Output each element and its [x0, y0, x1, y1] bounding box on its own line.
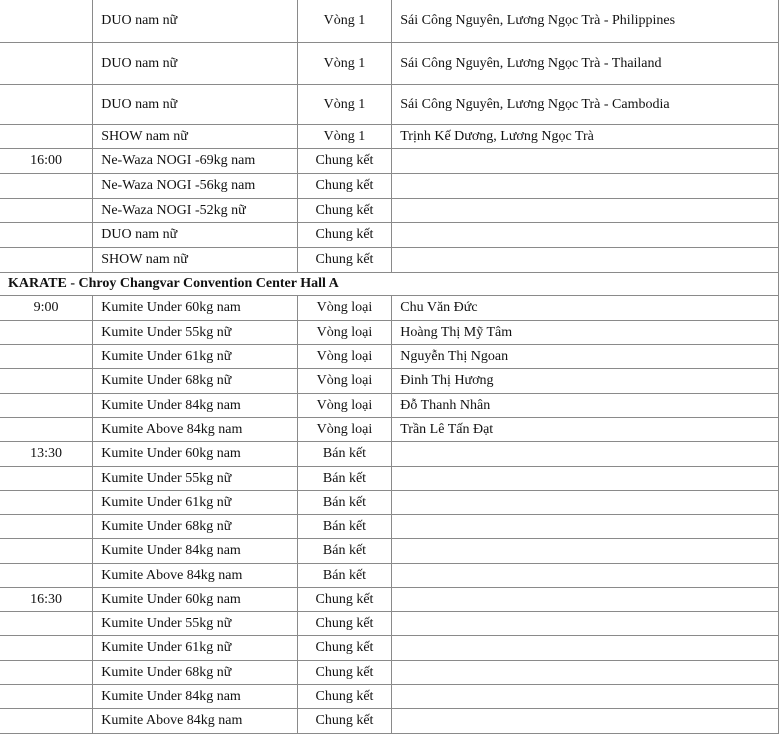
time-cell — [0, 43, 93, 85]
round-cell: Chung kết — [297, 174, 392, 199]
athletes-cell — [392, 539, 779, 564]
table-row — [0, 223, 779, 248]
event-cell: Kumite Under 68kg nữ — [93, 369, 297, 394]
athletes-cell — [392, 467, 779, 491]
event-cell: Kumite Under 55kg nữ — [93, 467, 297, 491]
athletes-cell: Sái Công Nguyên, Lương Ngọc Trà - Cambodia — [392, 85, 779, 125]
event-cell: Kumite Under 68kg nữ — [93, 661, 297, 685]
table-row — [0, 43, 779, 85]
time-cell: 16:30 — [0, 588, 93, 612]
round-cell: Bán kết — [297, 442, 392, 467]
time-cell — [0, 661, 93, 685]
event-cell: Kumite Under 60kg nam — [93, 442, 297, 467]
round-cell: Vòng 1 — [297, 43, 392, 85]
table-row — [0, 0, 779, 43]
athletes-cell: Trần Lê Tấn Đạt — [392, 418, 779, 442]
athletes-cell — [392, 199, 779, 223]
athletes-cell: Đinh Thị Hương — [392, 369, 779, 394]
time-cell — [0, 491, 93, 515]
athletes-cell — [392, 248, 779, 273]
event-cell: Kumite Above 84kg nam — [93, 709, 297, 734]
event-cell: Kumite Under 68kg nữ — [93, 515, 297, 539]
round-cell: Chung kết — [297, 636, 392, 661]
table-row — [0, 149, 779, 174]
event-cell: DUO nam nữ — [93, 223, 297, 248]
round-cell: Vòng loại — [297, 394, 392, 418]
event-cell: DUO nam nữ — [93, 85, 297, 125]
table-row — [0, 685, 779, 709]
round-cell: Vòng 1 — [297, 0, 392, 43]
table-row — [0, 564, 779, 588]
athletes-cell — [392, 612, 779, 636]
athletes-cell — [392, 709, 779, 734]
round-cell: Chung kết — [297, 199, 392, 223]
table-row — [0, 85, 779, 125]
section-header-row — [0, 273, 779, 296]
athletes-cell: Đỗ Thanh Nhân — [392, 394, 779, 418]
event-cell: Kumite Under 61kg nữ — [93, 636, 297, 661]
round-cell: Chung kết — [297, 149, 392, 174]
table-row — [0, 467, 779, 491]
event-cell: Kumite Under 60kg nam — [93, 588, 297, 612]
table-row — [0, 491, 779, 515]
athletes-cell — [392, 491, 779, 515]
athletes-cell — [392, 223, 779, 248]
table-row — [0, 296, 779, 321]
event-cell: Kumite Above 84kg nam — [93, 418, 297, 442]
section-title: KARATE - Chroy Changvar Convention Center Hall A — [0, 273, 779, 296]
time-cell — [0, 564, 93, 588]
athletes-cell: Chu Văn Đức — [392, 296, 779, 321]
round-cell: Vòng loại — [297, 345, 392, 369]
time-cell: 16:00 — [0, 149, 93, 174]
time-cell — [0, 248, 93, 273]
round-cell: Bán kết — [297, 515, 392, 539]
round-cell: Chung kết — [297, 612, 392, 636]
event-cell: Kumite Under 61kg nữ — [93, 345, 297, 369]
table-row — [0, 539, 779, 564]
event-cell: Kumite Under 55kg nữ — [93, 321, 297, 345]
table-row — [0, 125, 779, 149]
time-cell — [0, 223, 93, 248]
round-cell: Bán kết — [297, 564, 392, 588]
round-cell: Chung kết — [297, 588, 392, 612]
event-cell: Kumite Under 84kg nam — [93, 539, 297, 564]
athletes-cell — [392, 685, 779, 709]
time-cell — [0, 515, 93, 539]
event-cell: SHOW nam nữ — [93, 125, 297, 149]
time-cell — [0, 199, 93, 223]
event-cell: Kumite Under 84kg nam — [93, 394, 297, 418]
table-row — [0, 442, 779, 467]
event-cell: Kumite Under 84kg nam — [93, 685, 297, 709]
round-cell: Bán kết — [297, 539, 392, 564]
table-row — [0, 636, 779, 661]
table-row — [0, 345, 779, 369]
table-row — [0, 321, 779, 345]
athletes-cell — [392, 564, 779, 588]
round-cell: Chung kết — [297, 661, 392, 685]
round-cell: Bán kết — [297, 467, 392, 491]
athletes-cell — [392, 149, 779, 174]
event-cell: Kumite Under 61kg nữ — [93, 491, 297, 515]
time-cell — [0, 125, 93, 149]
event-cell: DUO nam nữ — [93, 0, 297, 43]
table-row — [0, 661, 779, 685]
event-cell: Kumite Under 55kg nữ — [93, 612, 297, 636]
round-cell: Chung kết — [297, 709, 392, 734]
event-cell: Ne-Waza NOGI -52kg nữ — [93, 199, 297, 223]
table-row — [0, 394, 779, 418]
time-cell — [0, 539, 93, 564]
time-cell: 13:30 — [0, 442, 93, 467]
time-cell — [0, 709, 93, 734]
round-cell: Vòng 1 — [297, 85, 392, 125]
round-cell: Vòng loại — [297, 321, 392, 345]
time-cell — [0, 321, 93, 345]
time-cell — [0, 174, 93, 199]
time-cell: 9:00 — [0, 296, 93, 321]
athletes-cell — [392, 442, 779, 467]
event-cell: DUO nam nữ — [93, 43, 297, 85]
athletes-cell — [392, 515, 779, 539]
round-cell: Vòng loại — [297, 296, 392, 321]
time-cell — [0, 612, 93, 636]
round-cell: Vòng 1 — [297, 125, 392, 149]
round-cell: Chung kết — [297, 685, 392, 709]
table-row — [0, 199, 779, 223]
athletes-cell — [392, 588, 779, 612]
event-cell: Ne-Waza NOGI -69kg nam — [93, 149, 297, 174]
time-cell — [0, 636, 93, 661]
event-cell: Kumite Above 84kg nam — [93, 564, 297, 588]
time-cell — [0, 467, 93, 491]
athletes-cell: Hoàng Thị Mỹ Tâm — [392, 321, 779, 345]
table-row — [0, 588, 779, 612]
athletes-cell: Sái Công Nguyên, Lương Ngọc Trà - Philippines — [392, 0, 779, 43]
round-cell: Bán kết — [297, 491, 392, 515]
time-cell — [0, 345, 93, 369]
event-cell: SHOW nam nữ — [93, 248, 297, 273]
athletes-cell: Sái Công Nguyên, Lương Ngọc Trà - Thailand — [392, 43, 779, 85]
table-row — [0, 248, 779, 273]
athletes-cell — [392, 661, 779, 685]
round-cell: Chung kết — [297, 223, 392, 248]
athletes-cell: Trịnh Kế Dương, Lương Ngọc Trà — [392, 125, 779, 149]
time-cell — [0, 85, 93, 125]
time-cell — [0, 394, 93, 418]
time-cell — [0, 369, 93, 394]
time-cell — [0, 0, 93, 43]
time-cell — [0, 418, 93, 442]
athletes-cell: Nguyễn Thị Ngoan — [392, 345, 779, 369]
time-cell — [0, 685, 93, 709]
round-cell: Vòng loại — [297, 418, 392, 442]
table-row — [0, 174, 779, 199]
table-row — [0, 612, 779, 636]
event-cell: Kumite Under 60kg nam — [93, 296, 297, 321]
athletes-cell — [392, 636, 779, 661]
round-cell: Vòng loại — [297, 369, 392, 394]
table-row — [0, 369, 779, 394]
round-cell: Chung kết — [297, 248, 392, 273]
table-row — [0, 709, 779, 734]
event-cell: Ne-Waza NOGI -56kg nam — [93, 174, 297, 199]
table-row — [0, 418, 779, 442]
table-row — [0, 515, 779, 539]
athletes-cell — [392, 174, 779, 199]
